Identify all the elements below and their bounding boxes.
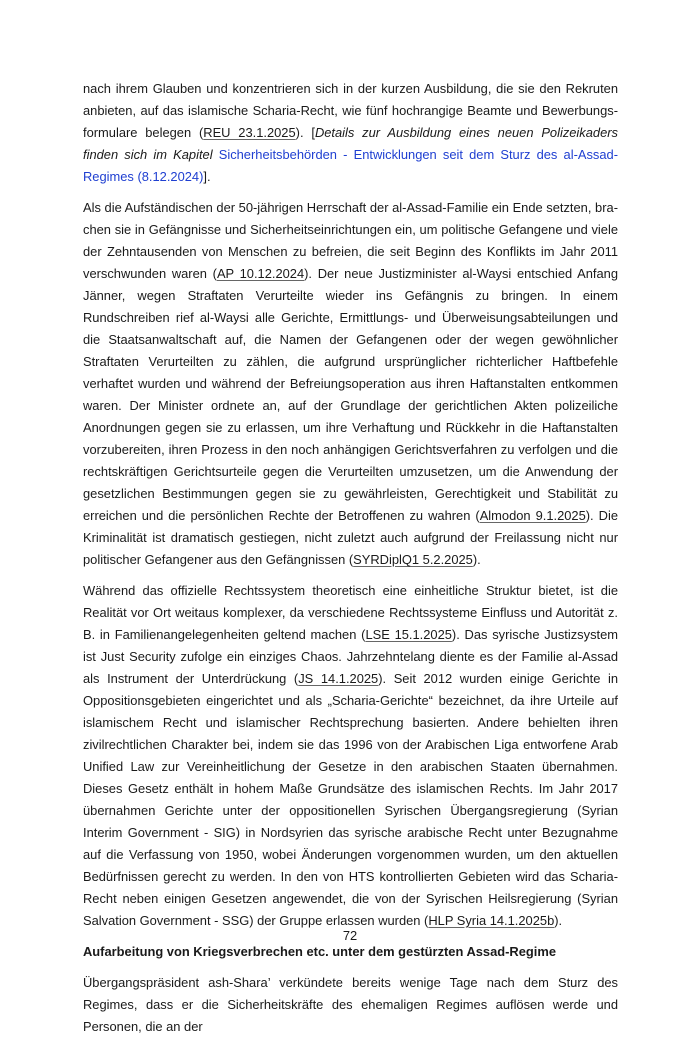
text: Während das offizielle Rechtssystem theoretisch eine einheitliche Struktur bietet, ist die Realität vor Ort weitaus komplexer, da verschiedene Rechtssysteme Einfluss und Autorität z. B. in Familienangelegenheiten geltend machen (	[83, 583, 618, 642]
page-number: 72	[342, 928, 358, 943]
paragraph-1	[83, 78, 618, 188]
source-link[interactable]: Almodon 9.1.2025	[479, 508, 586, 523]
text: ). Der neue Justizminister al-Waysi entschied Anfang Jänner, wegen Straftaten Verurteilte wieder ins Gefängnis zu bringen. In einem Rundschreiben rief al-Waysi alle Gerichte, Ermittlungs- und Überweisungsabteilungen und die Staatsanwaltschaft auf, die Namen der Gefangenen oder der wegen gewöhnlicher Straftaten Verurteilten zu zählen, die aufgrund ursprünglicher richterlicher Haftbefehle verhaftet wurden und während der Befreiungsoperation aus ihren Haftanstalten entkommen waren. Der Minister ordnete an, auf der Grundlage der gerichtlichen Akten polizeiliche Anordnungen gegen sie zu erlassen, um ihre Verhaftung und Rückkehr in die Haftanstalten vorzubereiten, ihren Prozess in den noch anhängigen Gerichtsverfahren zu verfolgen und die rechtskräftigen Gerichtsurteile gegen die Verurteilten umzusetzen, um die Anwendung der gesetzlichen Bestimmungen gegen sie zu gewährleisten, Gerechtigkeit und Stabilität zu erreichen und die persönlichen Rechte der Betroffenen zu wahren (	[83, 266, 619, 523]
source-link[interactable]: SYRDiplQ1 5.2.2025	[353, 552, 473, 567]
paragraph-3	[83, 580, 618, 932]
italic-text: Details zur Ausbildung eines neuen Polizeikaders finden sich im Kapitel	[83, 125, 618, 162]
paragraph-2	[83, 197, 618, 571]
body-text	[83, 78, 618, 1047]
text: Als die Aufständischen der 50-jährigen Herrschaft der al-Assad-Familie ein Ende setzten, brachen sie in Gefängnisse und Sicherheitseinrichtungen ein, um politische Gefangene und viele der Zehntausenden von Menschen zu befreien, die seit Beginn des Konflikts im Jahr 2011 verschwunden waren (	[83, 200, 618, 281]
text: ).	[554, 913, 563, 928]
text: Übergangspräsident ash-Shara’ verkündete bereits wenige Tage nach dem Sturz des Regimes, dass er die Sicherheitskräfte des ehemaligen Regimes auflösen werde und Personen, die an der	[83, 975, 618, 1034]
text: ].	[203, 169, 211, 184]
source-link[interactable]: JS 14.1.2025	[298, 671, 379, 686]
text: ).	[472, 552, 481, 567]
chapter-link[interactable]: Sicherheitsbehörden - Entwicklungen seit dem Sturz des al-Assad-Regimes (8.12.2024)	[83, 147, 618, 184]
source-link[interactable]: AP 10.12.2024	[216, 266, 305, 281]
source-link[interactable]: HLP Syria 14.1.2025b	[428, 913, 555, 928]
source-link[interactable]: LSE 15.1.2025	[365, 627, 452, 642]
text: nach ihrem Glauben und konzentrieren sich in der kurzen Ausbildung, die sie den Rekruten anbieten, auf das islamische Scharia-Recht, wie fünf hochrangige Beamte und Bewerbungsformulare belegen (	[83, 81, 618, 140]
text: ). Seit 2012 wurden einige Gerichte in Oppositionsgebieten eingerichtet und als „Scharia-Gerichte“ bezeichnet, da ihre Urteile auf islamischem Recht und islamischer Rechtsprechung basierten. Andere behielten ihren zivilrechtlichen Charakter bei, indem sie das 1996 von der Arabischen Liga entworfene Arab Unified Law zur Vereinheitlichung der Gesetze in den arabischen Staaten übernahmen. Dieses Gesetz enthält in hohem Maße Grundsätze des islamischen Rechts. Im Jahr 2017 übernahmen Gerichte unter der oppositionellen Syrischen Übergangsregierung (Syrian Interim Government - SIG) in Nordsyrien das syrische arabische Recht unter Bezugnahme auf die Verfassung von 1950, wobei Änderungen vorgenommen wurden, um den aktuellen Bedürfnissen gerecht zu werden. In den von HTS kontrollierten Gebieten wird das Scharia-Recht neben einigen Gesetzen angewendet, die von der Syrischen Heilsregierung (Syrian Salvation Government - SSG) der Gruppe erlassen wurden (	[83, 671, 618, 928]
source-link[interactable]: REU 23.1.2025	[203, 125, 296, 140]
section-heading: Aufarbeitung von Kriegsverbrechen etc. unter dem gestürzten Assad-Regime	[83, 944, 557, 959]
text: ). [	[295, 125, 315, 140]
text: ). Das syrische Justizsystem ist Just Security zufolge ein einziges Chaos. Jahrzehntelang diente es der Familie al-Assad als Instrument der Unterdrückung (	[83, 627, 619, 686]
text: ). Die Kriminalität ist dramatisch gestiegen, nicht zuletzt auch aufgrund der Freilassung nicht nur politischer Gefangener aus den Gefängnissen (	[83, 508, 618, 567]
paragraph-4	[83, 972, 618, 1038]
